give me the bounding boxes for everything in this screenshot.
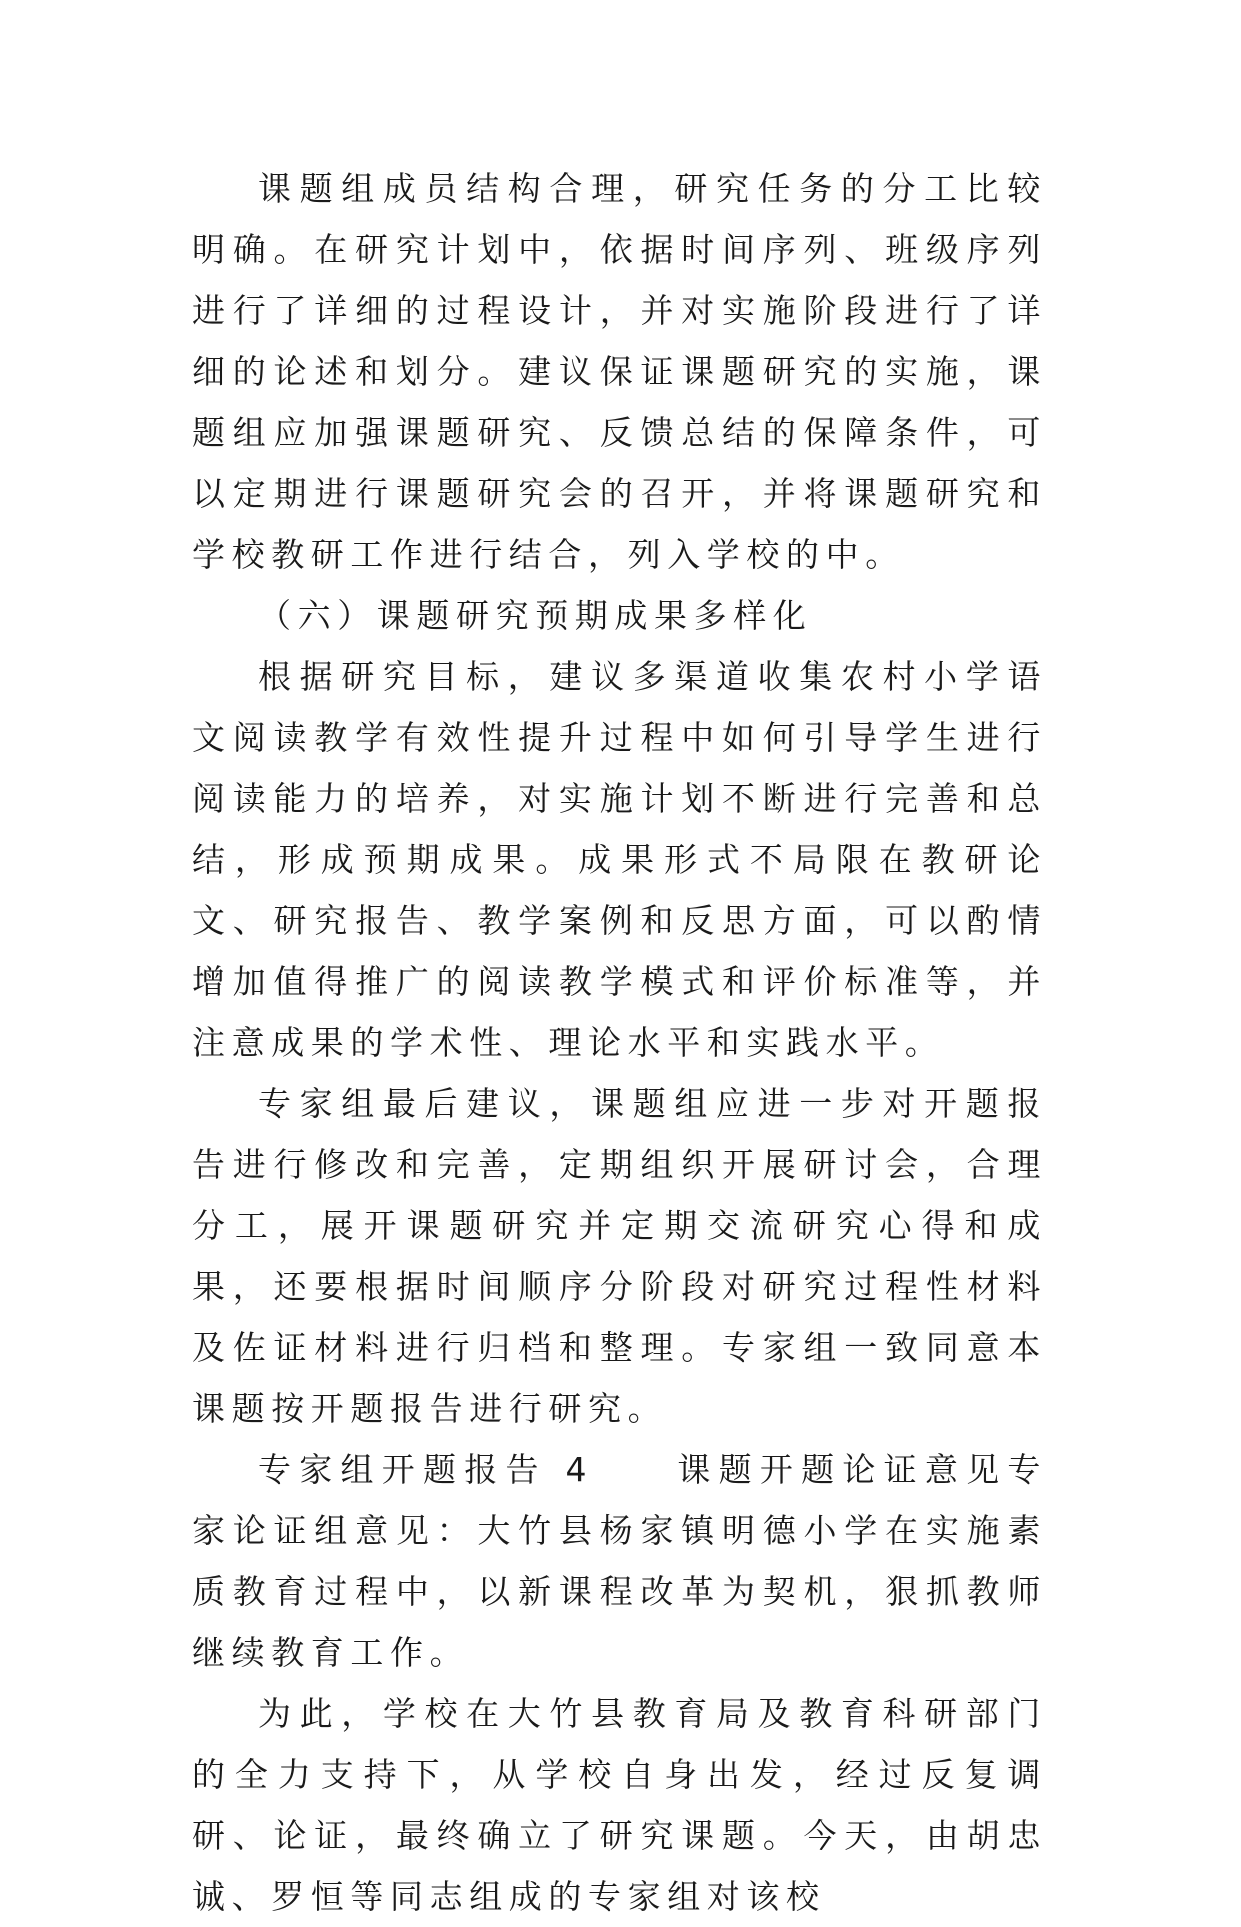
paragraph-research-plan: 课题组成员结构合理，研究任务的分工比较明确。在研究计划中，依据时间序列、班级序列进行了详细的过程设计，并对实施阶段进行了详细的论述和划分。建议保证课题研究的实施，课题组应加强课题研究、反馈总结的保障条件，可以定期进行课题研究会的召开，并将课题研究和学校教研工作进行结合，列入学校的中。 xyxy=(192,169,1047,574)
document-body xyxy=(192,158,1047,1927)
section-heading-expected-results: （六）课题研究预期成果多样化 xyxy=(258,596,813,635)
paragraph-research-goals: 根据研究目标，建议多渠道收集农村小学语文阅读教学有效性提升过程中如何引导学生进行阅读能力的培养，对实施计划不断进行完善和总结，形成预期成果。成果形式不局限在教研论文、研究报告、教学案例和反思方面，可以酌情增加值得推广的阅读教学模式和评价标准等，并注意成果的学术性、理论水平和实践水平。 xyxy=(192,657,1047,1062)
paragraph-school-support: 为此，学校在大竹县教育局及教育科研部门的全力支持下，从学校自身出发，经过反复调研、论证，最终确立了研究课题。今天，由胡忠诚、罗恒等同志组成的专家组对该校 xyxy=(192,1694,1047,1916)
paragraph-expert-final-advice: 专家组最后建议，课题组应进一步对开题报告进行修改和完善，定期组织开展研讨会，合理分工，展开课题研究并定期交流研究心得和成果，还要根据时间顺序分阶段对研究过程性材料及佐证材料进行归档和整理。专家组一致同意本课题按开题报告进行研究。 xyxy=(192,1084,1047,1428)
paragraph-opening-report-4: 专家组开题报告 4 课题开题论证意见专家论证组意见：大竹县杨家镇明德小学在实施素质教育过程中，以新课程改革为契机，狠抓教师继续教育工作。 xyxy=(192,1450,1047,1672)
